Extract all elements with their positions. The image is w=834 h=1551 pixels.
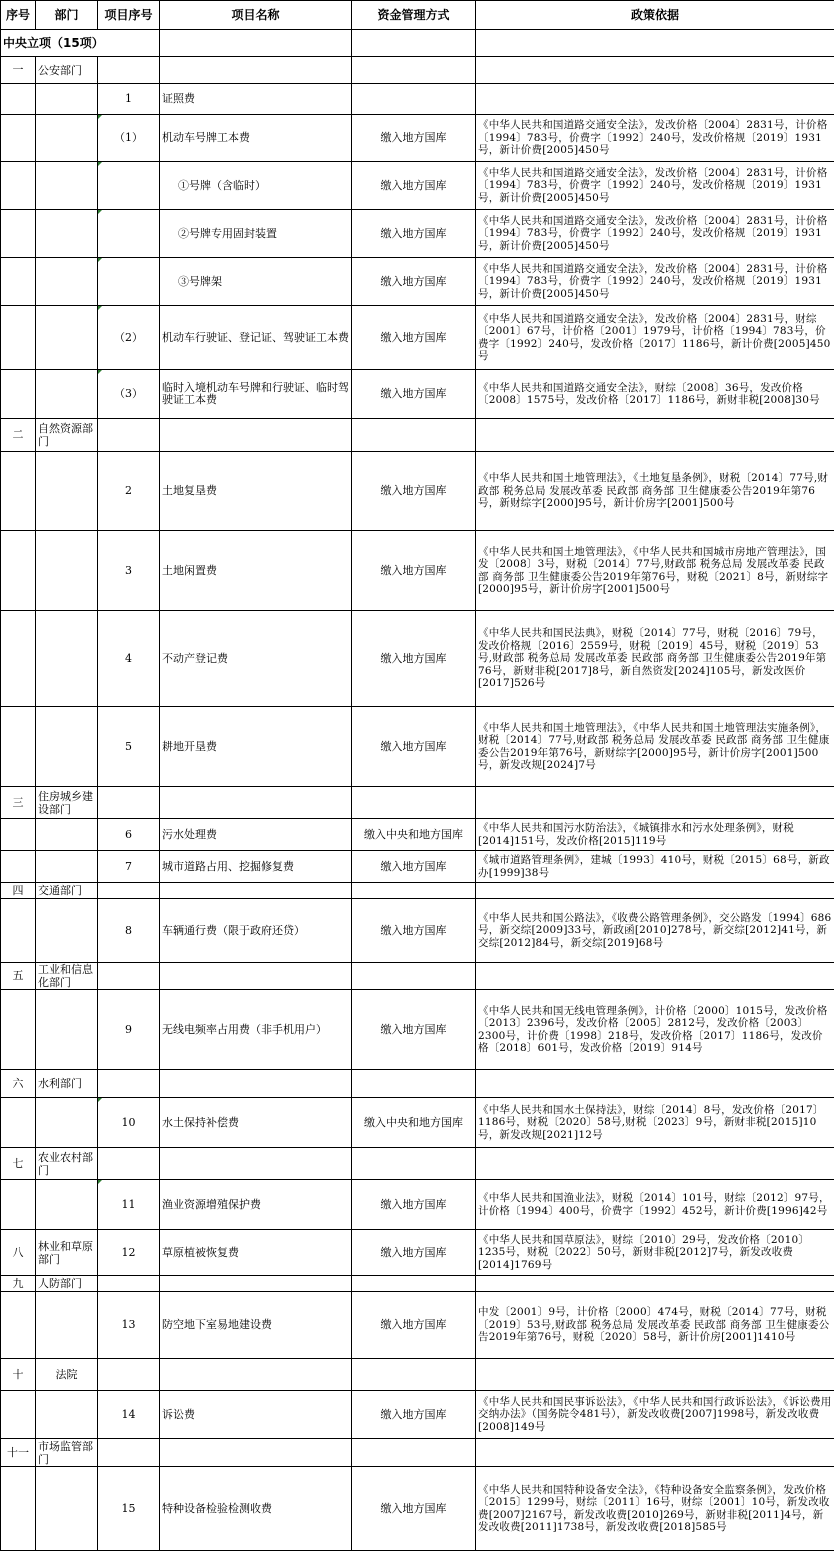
empty-cell xyxy=(160,1276,352,1292)
dept-row xyxy=(1,1148,834,1180)
dept-row xyxy=(1,1359,834,1391)
policy-basis-cell: 《中华人民共和国公路法》，《收费公路管理条例》，交公路发〔1994〕686号，新交综[2009]33号，新政函[2010]278号，新交综[2012]41号，新交综[2012]84号，新交综[2019]68号 xyxy=(476,899,834,963)
item-no-cell: 11 xyxy=(98,1180,160,1230)
empty-cell xyxy=(352,419,476,452)
policy-basis-cell: 《中华人民共和国道路交通安全法》，发改价格〔2004〕2831号，计价格〔1994〕783号，价费字〔1992〕240号，发改价格规〔2019〕1931号，新计价费[2005]450号 xyxy=(476,210,834,258)
empty-cell xyxy=(98,1439,160,1467)
seq-cell: 九 xyxy=(1,1276,36,1292)
table-row xyxy=(1,162,834,210)
table-row xyxy=(1,1391,834,1439)
empty-cell xyxy=(476,883,834,899)
fund-mgmt-cell: 缴入中央和地方国库 xyxy=(352,819,476,851)
empty-cell xyxy=(160,1070,352,1098)
item-no-cell: 10 xyxy=(98,1098,160,1148)
fund-mgmt-cell: 缴入地方国库 xyxy=(352,1467,476,1551)
empty-cell xyxy=(160,963,352,990)
empty-cell xyxy=(98,1276,160,1292)
header-item-no: 项目序号 xyxy=(98,1,160,30)
empty-cell xyxy=(352,1148,476,1180)
policy-basis-cell: 《中华人民共和国土地管理法》，《中华人民共和国城市房地产管理法》，国发〔2008〕3号，财税〔2014〕77号,财政部 税务总局 发展改革委 民政部 商务部 卫生健康委公告2019年第76号，财税〔2021〕8号，新财综字[2000]95号，新计价房字[2001]500号 xyxy=(476,531,834,611)
empty-cell xyxy=(352,1276,476,1292)
seq-cell: 四 xyxy=(1,883,36,899)
header-row xyxy=(1,1,834,30)
table-row xyxy=(1,851,834,883)
fund-mgmt-cell: 缴入地方国库 xyxy=(352,707,476,787)
empty-cell xyxy=(352,963,476,990)
seq-cell xyxy=(1,990,36,1070)
policy-basis-cell: 《中华人民共和国民法典》，财税〔2014〕77号，财税〔2016〕79号，发改价格规〔2016〕2559号，财税〔2019〕45号，财税〔2019〕53号,财政部 税务总局 发展改革委 民政部 商务部 卫生健康委公告2019年第76号，新财非税[2017]8号，新自然资发[2024]105号，新发改医价[2017]526号 xyxy=(476,611,834,707)
dept-cell: 法院 xyxy=(36,1359,98,1391)
fund-mgmt-cell: 缴入中央和地方国库 xyxy=(352,1098,476,1148)
table-row xyxy=(1,1292,834,1359)
fund-mgmt-cell: 缴入地方国库 xyxy=(352,115,476,162)
table-row xyxy=(1,258,834,306)
policy-basis-cell: 《中华人民共和国草原法》，财综〔2010〕29号，发改价格〔2010〕1235号，财税〔2022〕50号，新财非税[2012]7号，新发改收费[2014]1769号 xyxy=(476,1230,834,1276)
item-no-cell: 6 xyxy=(98,819,160,851)
item-name-cell: 污水处理费 xyxy=(160,819,352,851)
fund-mgmt-cell: 缴入地方国库 xyxy=(352,210,476,258)
seq-cell xyxy=(1,1292,36,1359)
item-no-cell: 3 xyxy=(98,531,160,611)
fund-mgmt-cell: 缴入地方国库 xyxy=(352,990,476,1070)
item-no-cell: 7 xyxy=(98,851,160,883)
dept-cell: 公安部门 xyxy=(36,57,98,84)
item-no-cell: 8 xyxy=(98,899,160,963)
fund-mgmt-cell: 缴入地方国库 xyxy=(352,1391,476,1439)
dept-cell xyxy=(36,1391,98,1439)
dept-cell xyxy=(36,819,98,851)
item-name-cell: 特种设备检验检测收费 xyxy=(160,1467,352,1551)
dept-cell xyxy=(36,1098,98,1148)
seq-cell xyxy=(1,819,36,851)
dept-cell xyxy=(36,707,98,787)
policy-basis-cell: 《中华人民共和国无线电管理条例》，计价格〔2000〕1015号，发改价格〔2013〕2396号，发改价格〔2005〕2812号，发改价格〔2003〕2300号，计价费〔1998〕218号，发改价格〔2017〕1186号，发改价格〔2018〕601号，发改价格〔2019〕914号 xyxy=(476,990,834,1070)
dept-row xyxy=(1,1070,834,1098)
seq-cell xyxy=(1,1467,36,1551)
dept-cell: 人防部门 xyxy=(36,1276,98,1292)
table-row xyxy=(1,452,834,531)
empty-cell xyxy=(352,1070,476,1098)
empty-cell xyxy=(476,57,834,84)
dept-cell xyxy=(36,452,98,531)
policy-basis-cell: 《中华人民共和国道路交通安全法》，财综〔2008〕36号，发改价格〔2008〕1575号，发改价格〔2017〕1186号，新财非税[2008]30号 xyxy=(476,370,834,419)
dept-row xyxy=(1,1439,834,1467)
seq-cell: 十一 xyxy=(1,1439,36,1467)
empty-cell xyxy=(98,419,160,452)
empty-cell xyxy=(98,883,160,899)
table-row xyxy=(1,370,834,419)
dept-cell: 自然资源部门 xyxy=(36,419,98,452)
dept-cell xyxy=(36,210,98,258)
seq-cell xyxy=(1,707,36,787)
item-name-cell: ③号牌架 xyxy=(160,258,352,306)
item-no-cell xyxy=(98,162,160,210)
dept-cell xyxy=(36,899,98,963)
seq-cell: 八 xyxy=(1,1230,36,1276)
fund-mgmt-cell: 缴入地方国库 xyxy=(352,258,476,306)
table-row xyxy=(1,1467,834,1551)
seq-cell: 二 xyxy=(1,419,36,452)
item-name-cell: 证照费 xyxy=(160,84,352,115)
seq-cell: 十 xyxy=(1,1359,36,1391)
dept-cell xyxy=(36,115,98,162)
empty-cell xyxy=(160,787,352,819)
empty-cell xyxy=(160,1148,352,1180)
item-no-cell: 14 xyxy=(98,1391,160,1439)
item-no-cell: 15 xyxy=(98,1467,160,1551)
dept-cell xyxy=(36,162,98,210)
seq-cell xyxy=(1,611,36,707)
empty-cell xyxy=(160,57,352,84)
seq-cell: 五 xyxy=(1,963,36,990)
empty-cell xyxy=(476,1439,834,1467)
policy-basis-cell: 《城市道路管理条例》，建城〔1993〕410号，财税〔2015〕68号，新政办[1999]38号 xyxy=(476,851,834,883)
fund-mgmt-cell: 缴入地方国库 xyxy=(352,452,476,531)
fund-mgmt-cell: 缴入地方国库 xyxy=(352,162,476,210)
item-no-cell: （3） xyxy=(98,370,160,419)
empty-cell xyxy=(352,1439,476,1467)
policy-basis-cell: 《中华人民共和国土地管理法》，《土地复垦条例》，财税〔2014〕77号,财政部 税务总局 发展改革委 民政部 商务部 卫生健康委公告2019年第76号，新财综字[2000]95号，新计价房字[2001]500号 xyxy=(476,452,834,531)
seq-cell xyxy=(1,162,36,210)
header-fund-mgmt: 资金管理方式 xyxy=(352,1,476,30)
seq-cell xyxy=(1,899,36,963)
item-name-cell: ②号牌专用固封装置 xyxy=(160,210,352,258)
empty-cell xyxy=(476,1359,834,1391)
policy-basis-cell: 《中华人民共和国特种设备安全法》，《特种设备安全监察条例》，发改价格〔2015〕1299号，财综〔2011〕16号，财综〔2001〕10号，新发改收费[2007]2167号，新发改收费[2010]269号，新财非税[2011]4号，新发改收费[2011]1738号，新发改收费[2018]585号 xyxy=(476,1467,834,1551)
section-title: 中央立项（15项） xyxy=(1,30,160,57)
dept-cell xyxy=(36,1292,98,1359)
empty-cell xyxy=(160,883,352,899)
table-row xyxy=(1,210,834,258)
policy-basis-cell: 中发〔2001〕9号，计价格〔2000〕474号，财税〔2014〕77号，财税〔2019〕53号,财政部 税务总局 发展改革委 民政部 商务部 卫生健康委公告2019年第76号，财税〔2020〕58号，新计价房[2001]1410号 xyxy=(476,1292,834,1359)
policy-basis-cell: 《中华人民共和国渔业法》，财税〔2014〕101号，财综〔2012〕97号，计价格〔1994〕400号，价费字〔1992〕452号，新计价费[1996]42号 xyxy=(476,1180,834,1230)
empty-cell xyxy=(160,1439,352,1467)
empty-cell xyxy=(352,57,476,84)
table-row xyxy=(1,611,834,707)
fund-mgmt-cell: 缴入地方国库 xyxy=(352,899,476,963)
empty-cell xyxy=(352,1359,476,1391)
item-name-cell: 土地复垦费 xyxy=(160,452,352,531)
item-name-cell: 防空地下室易地建设费 xyxy=(160,1292,352,1359)
item-no-cell: 4 xyxy=(98,611,160,707)
seq-cell xyxy=(1,1180,36,1230)
item-name-cell: 草原植被恢复费 xyxy=(160,1230,352,1276)
empty-cell xyxy=(352,883,476,899)
dept-cell xyxy=(36,84,98,115)
empty-cell xyxy=(476,1148,834,1180)
seq-cell xyxy=(1,851,36,883)
policy-basis-cell: 《中华人民共和国水土保持法》，财综〔2014〕8号，发改价格〔2017〕1186号，财税〔2020〕58号,财税〔2023〕9号，新财非税[2015]10号，新发改规[2021]12号 xyxy=(476,1098,834,1148)
dept-cell: 林业和草原部门 xyxy=(36,1230,98,1276)
policy-basis-cell: 《中华人民共和国道路交通安全法》，发改价格〔2004〕2831号，财综〔2001〕67号，计价格〔2001〕1979号，计价格〔1994〕783号，价费字〔1992〕240号，发改价格〔2017〕1186号，新计价费[2005]450号 xyxy=(476,306,834,370)
fund-mgmt-cell: 缴入地方国库 xyxy=(352,1230,476,1276)
item-name-cell: 临时入境机动车号牌和行驶证、临时驾驶证工本费 xyxy=(160,370,352,419)
fund-mgmt-cell: 缴入地方国库 xyxy=(352,306,476,370)
item-name-cell: 诉讼费 xyxy=(160,1391,352,1439)
item-name-cell: 水土保持补偿费 xyxy=(160,1098,352,1148)
seq-cell xyxy=(1,531,36,611)
fund-mgmt-cell xyxy=(352,84,476,115)
item-no-cell: 12 xyxy=(98,1230,160,1276)
table-row xyxy=(1,707,834,787)
item-name-cell: 土地闲置费 xyxy=(160,531,352,611)
empty-cell xyxy=(98,787,160,819)
empty-cell xyxy=(98,1070,160,1098)
dept-cell xyxy=(36,258,98,306)
seq-cell xyxy=(1,452,36,531)
policy-basis-cell: 《中华人民共和国民事诉讼法》，《中华人民共和国行政诉讼法》，《诉讼费用交纳办法》（国务院令481号），新发改收费[2007]1998号，新发改收费[2008]149号 xyxy=(476,1391,834,1439)
seq-cell xyxy=(1,258,36,306)
dept-cell xyxy=(36,611,98,707)
item-name-cell: 车辆通行费（限于政府还贷） xyxy=(160,899,352,963)
item-name-cell: 渔业资源增殖保护费 xyxy=(160,1180,352,1230)
empty-cell xyxy=(160,1359,352,1391)
dept-row xyxy=(1,57,834,84)
item-name-cell: 无线电频率占用费（非手机用户） xyxy=(160,990,352,1070)
dept-cell xyxy=(36,306,98,370)
item-name-cell: 机动车行驶证、登记证、驾驶证工本费 xyxy=(160,306,352,370)
fund-mgmt-cell: 缴入地方国库 xyxy=(352,531,476,611)
seq-cell xyxy=(1,210,36,258)
header-seq: 序号 xyxy=(1,1,36,30)
dept-cell xyxy=(36,531,98,611)
empty-cell xyxy=(476,419,834,452)
seq-cell: 一 xyxy=(1,57,36,84)
item-name-cell: ①号牌（含临时） xyxy=(160,162,352,210)
seq-cell: 三 xyxy=(1,787,36,819)
empty-cell xyxy=(476,963,834,990)
dept-cell: 工业和信息化部门 xyxy=(36,963,98,990)
dept-cell xyxy=(36,370,98,419)
dept-row xyxy=(1,787,834,819)
dept-row xyxy=(1,963,834,990)
policy-basis-cell: 《中华人民共和国土地管理法》，《中华人民共和国土地管理法实施条例》，财税〔2014〕77号,财政部 税务总局 发展改革委 民政部 商务部 卫生健康委公告2019年第76号，新财综字[2000]95号，新计价房字[2001]500号，新发改规[2024]7号 xyxy=(476,707,834,787)
fund-mgmt-cell: 缴入地方国库 xyxy=(352,1180,476,1230)
item-no-cell: （1） xyxy=(98,115,160,162)
item-name-cell: 不动产登记费 xyxy=(160,611,352,707)
empty-cell xyxy=(98,57,160,84)
table-row xyxy=(1,1098,834,1148)
item-no-cell: 9 xyxy=(98,990,160,1070)
table-row xyxy=(1,306,834,370)
seq-cell xyxy=(1,306,36,370)
empty-cell xyxy=(476,1070,834,1098)
table-row xyxy=(1,1230,834,1276)
policy-basis-cell: 《中华人民共和国道路交通安全法》，发改价格〔2004〕2831号，计价格〔1994〕783号，价费字〔1992〕240号，发改价格规〔2019〕1931号，新计价费[2005]450号 xyxy=(476,162,834,210)
dept-cell: 水利部门 xyxy=(36,1070,98,1098)
policy-basis-cell xyxy=(476,84,834,115)
empty-cell xyxy=(98,1359,160,1391)
dept-cell: 农业农村部门 xyxy=(36,1148,98,1180)
seq-cell xyxy=(1,1098,36,1148)
item-name-cell: 城市道路占用、挖掘修复费 xyxy=(160,851,352,883)
table-row xyxy=(1,899,834,963)
empty-cell xyxy=(98,1148,160,1180)
fund-mgmt-cell: 缴入地方国库 xyxy=(352,1292,476,1359)
item-name-cell: 机动车号牌工本费 xyxy=(160,115,352,162)
dept-cell: 市场监管部门 xyxy=(36,1439,98,1467)
policy-basis-cell: 《中华人民共和国道路交通安全法》，发改价格〔2004〕2831号，计价格〔1994〕783号，价费字〔1992〕240号，发改价格规〔2019〕1931号，新计价费[2005]450号 xyxy=(476,258,834,306)
policy-basis-cell: 《中华人民共和国道路交通安全法》，发改价格〔2004〕2831号，计价格〔1994〕783号，价费字〔1992〕240号，发改价格规〔2019〕1931号，新计价费[2005]450号 xyxy=(476,115,834,162)
header-item-name: 项目名称 xyxy=(160,1,352,30)
empty-cell xyxy=(160,419,352,452)
table-row xyxy=(1,115,834,162)
empty-cell xyxy=(98,963,160,990)
seq-cell xyxy=(1,1391,36,1439)
table-row xyxy=(1,531,834,611)
section-row xyxy=(1,30,834,57)
item-no-cell: 1 xyxy=(98,84,160,115)
item-no-cell: 5 xyxy=(98,707,160,787)
dept-row xyxy=(1,419,834,452)
policy-basis-cell: 《中华人民共和国污水防治法》，《城镇排水和污水处理条例》，财税[2014]151号，发改价格[2015]119号 xyxy=(476,819,834,851)
seq-cell: 六 xyxy=(1,1070,36,1098)
item-no-cell xyxy=(98,210,160,258)
seq-cell xyxy=(1,115,36,162)
table-row xyxy=(1,819,834,851)
header-policy: 政策依据 xyxy=(476,1,834,30)
table-row xyxy=(1,84,834,115)
dept-cell xyxy=(36,990,98,1070)
header-dept: 部门 xyxy=(36,1,98,30)
dept-row xyxy=(1,1276,834,1292)
dept-cell: 交通部门 xyxy=(36,883,98,899)
item-no-cell: （2） xyxy=(98,306,160,370)
dept-cell xyxy=(36,851,98,883)
empty-cell xyxy=(476,1276,834,1292)
item-name-cell: 耕地开垦费 xyxy=(160,707,352,787)
fund-mgmt-cell: 缴入地方国库 xyxy=(352,370,476,419)
dept-cell xyxy=(36,1467,98,1551)
seq-cell xyxy=(1,84,36,115)
dept-row xyxy=(1,883,834,899)
table-row xyxy=(1,990,834,1070)
seq-cell: 七 xyxy=(1,1148,36,1180)
empty-cell xyxy=(476,787,834,819)
dept-cell xyxy=(36,1180,98,1230)
item-no-cell: 2 xyxy=(98,452,160,531)
fund-mgmt-cell: 缴入地方国库 xyxy=(352,851,476,883)
fund-mgmt-cell: 缴入地方国库 xyxy=(352,611,476,707)
item-no-cell: 13 xyxy=(98,1292,160,1359)
item-no-cell xyxy=(98,258,160,306)
empty-cell xyxy=(352,787,476,819)
table-row xyxy=(1,1180,834,1230)
dept-cell: 住房城乡建设部门 xyxy=(36,787,98,819)
seq-cell xyxy=(1,370,36,419)
